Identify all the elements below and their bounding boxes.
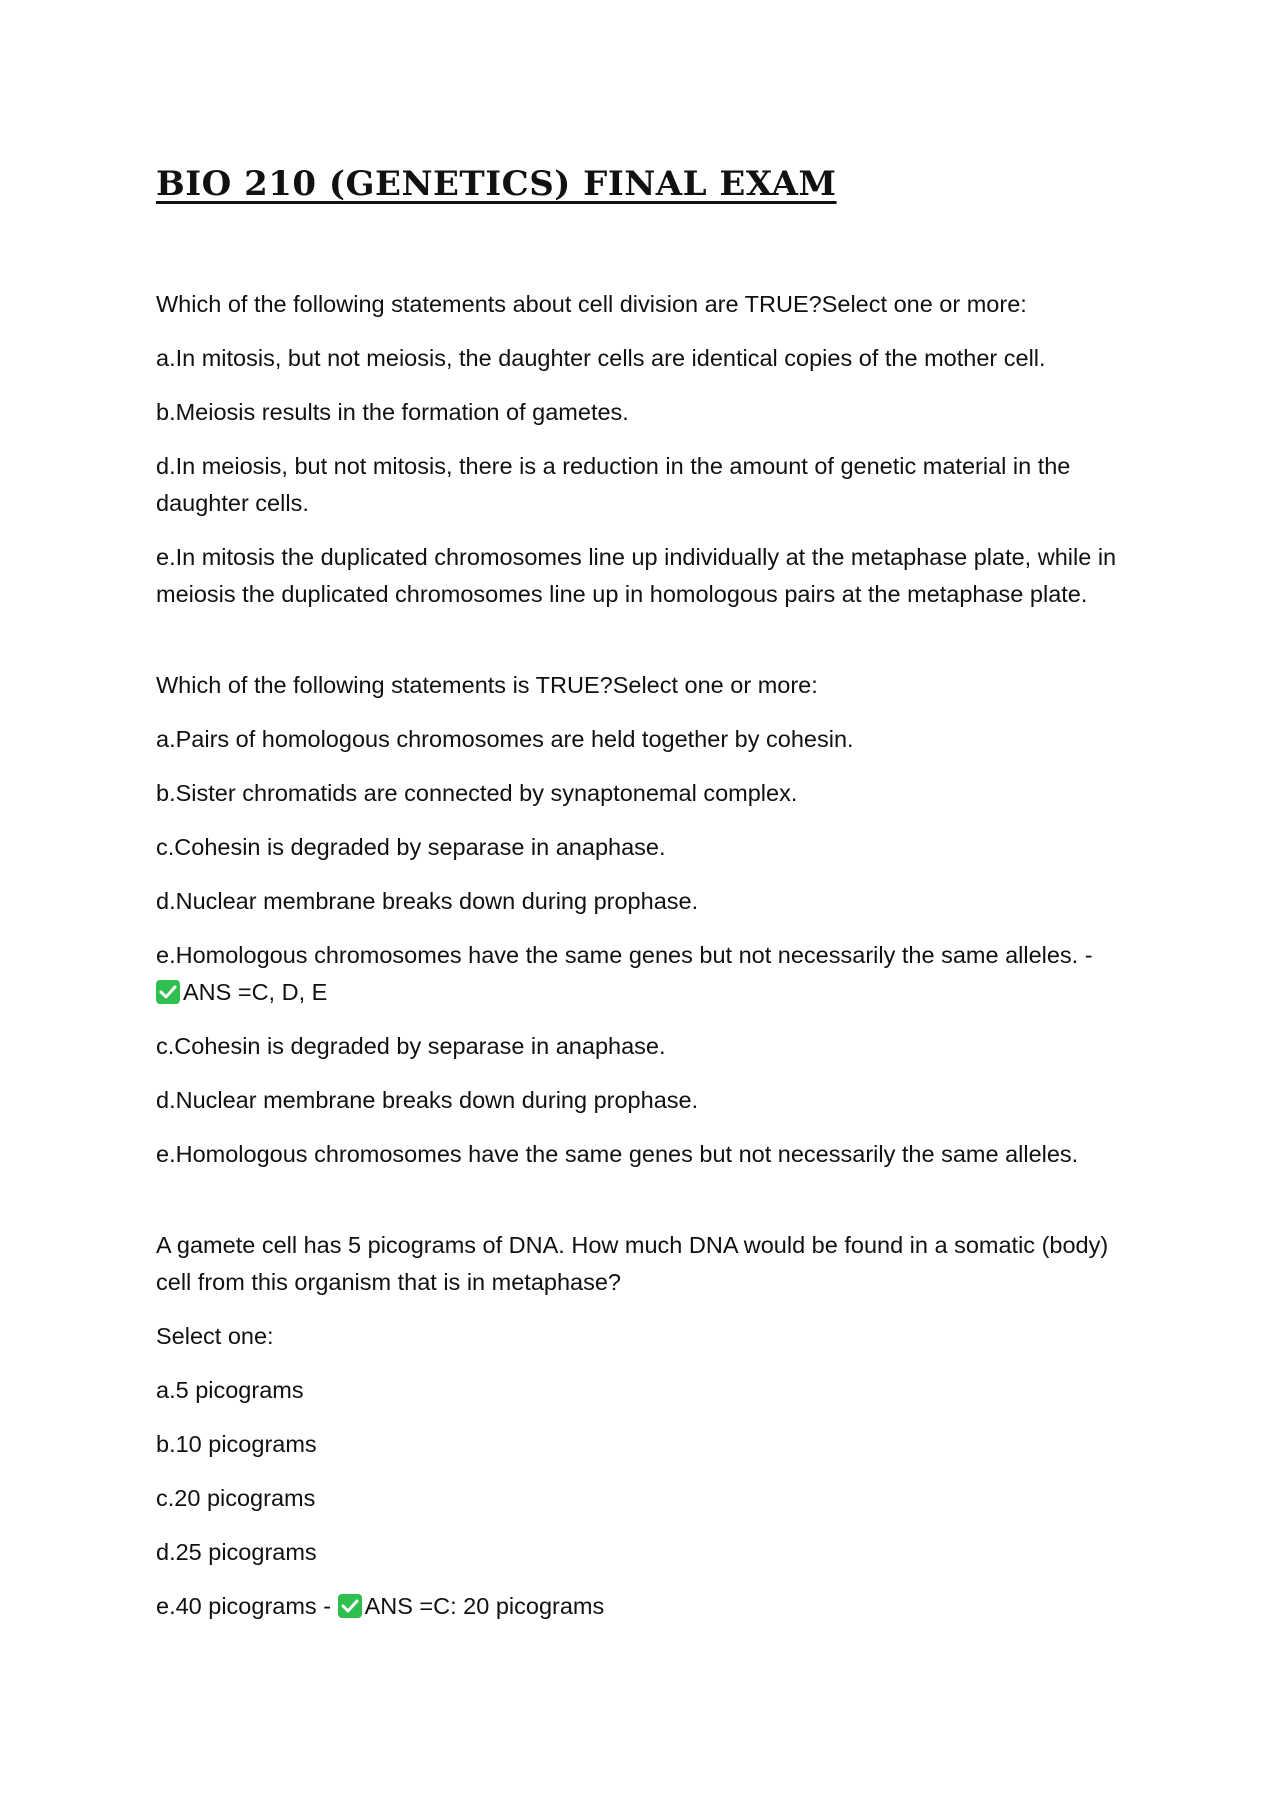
- question-1: [156, 286, 1124, 613]
- answer-text: ANS =C, D, E: [183, 979, 328, 1005]
- option: a.Pairs of homologous chromosomes are held together by cohesin.: [156, 726, 854, 752]
- option-text: e.40 picograms -: [156, 1593, 332, 1619]
- question-stem: Which of the following statements about cell division are TRUE?Select one or more:: [156, 291, 1027, 317]
- option: c.Cohesin is degraded by separase in anaphase.: [156, 834, 666, 860]
- question-3: [156, 1227, 1124, 1625]
- explanation: c.Cohesin is degraded by separase in anaphase.: [156, 1033, 666, 1059]
- option: e.In mitosis the duplicated chromosomes line up individually at the metaphase plate, while in meiosis the duplicated chromosomes line up in homologous pairs at the metaphase plate.: [156, 544, 1117, 607]
- page-title: BIO 210 (GENETICS) FINAL EXAM: [156, 164, 837, 204]
- question-stem: A gamete cell has 5 picograms of DNA. How much DNA would be found in a somatic (body) cell from this organism that is in metaphase?: [156, 1232, 1109, 1295]
- explanation: d.Nuclear membrane breaks down during prophase.: [156, 1087, 699, 1113]
- explanation: e.Homologous chromosomes have the same genes but not necessarily the same alleles.: [156, 1141, 1079, 1167]
- option: b.10 picograms: [156, 1431, 317, 1457]
- instruction: Select one:: [156, 1323, 274, 1349]
- option: c.20 picograms: [156, 1485, 316, 1511]
- check-mark-icon: [338, 1594, 362, 1618]
- option: b.Meiosis results in the formation of gametes.: [156, 399, 629, 425]
- question-2: [156, 667, 1124, 1173]
- option: a.5 picograms: [156, 1377, 304, 1403]
- option: d.25 picograms: [156, 1539, 317, 1565]
- option: d.Nuclear membrane breaks down during prophase.: [156, 888, 699, 914]
- question-stem: Which of the following statements is TRUE?Select one or more:: [156, 672, 818, 698]
- option-text: e.Homologous chromosomes have the same genes but not necessarily the same alleles. -: [156, 942, 1093, 968]
- option-with-answer: [156, 937, 1124, 1011]
- check-mark-icon: [156, 980, 180, 1004]
- option: b.Sister chromatids are connected by synaptonemal complex.: [156, 780, 798, 806]
- option: d.In meiosis, but not mitosis, there is a reduction in the amount of genetic material in the daughter cells.: [156, 453, 1071, 516]
- option: a.In mitosis, but not meiosis, the daughter cells are identical copies of the mother cell.: [156, 345, 1046, 371]
- option-with-answer: [156, 1588, 1124, 1625]
- answer-text: ANS =C: 20 picograms: [364, 1593, 605, 1619]
